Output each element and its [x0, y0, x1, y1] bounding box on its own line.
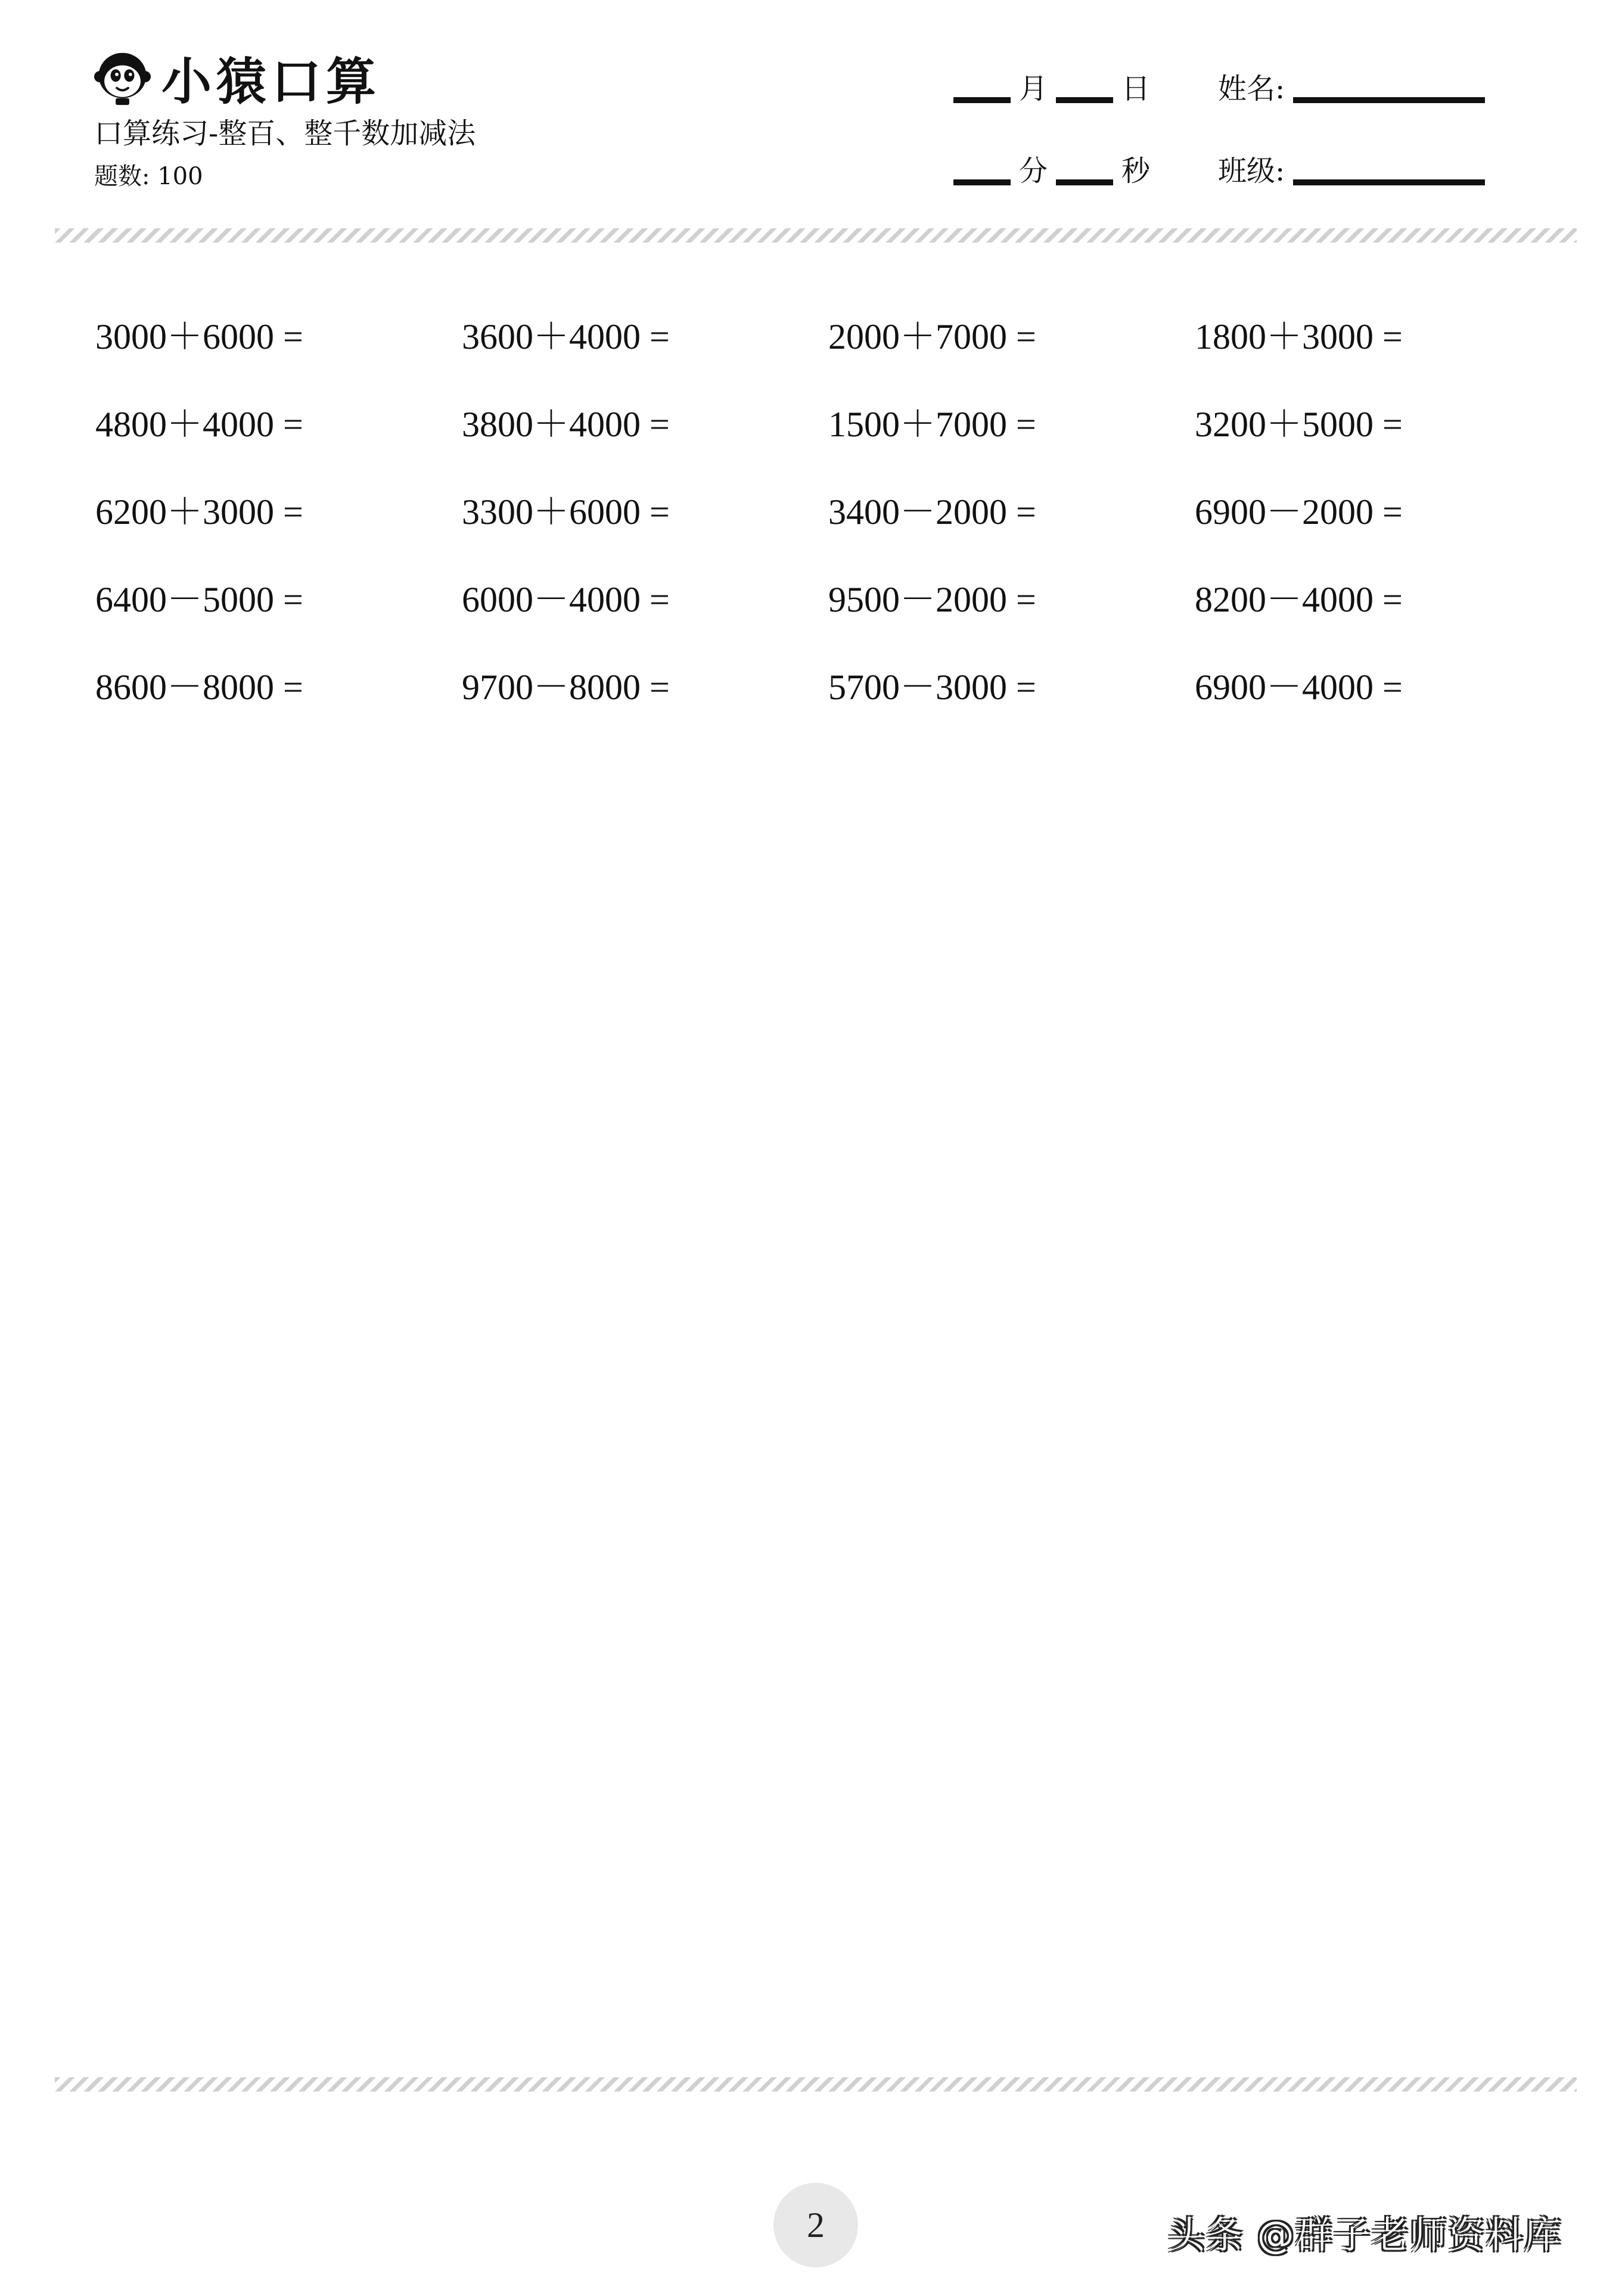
problem-item: 8200－4000 = — [1195, 580, 1403, 619]
problem-item: 4800＋4000 = — [95, 405, 303, 444]
problem-item: 2000＋7000 = — [828, 317, 1036, 356]
problem-item: 6400－5000 = — [95, 580, 303, 619]
problem-item: 1800＋3000 = — [1195, 317, 1403, 356]
problem-item: 6200＋3000 = — [95, 492, 303, 532]
second-label: 秒 — [1121, 154, 1151, 188]
problem-item: 8600－8000 = — [95, 668, 303, 707]
problem-item: 3800＋4000 = — [462, 405, 670, 444]
brand-logo — [94, 42, 381, 114]
top-divider — [55, 228, 1577, 243]
second-blank[interactable] — [1056, 179, 1113, 185]
day-label: 日 — [1121, 72, 1151, 106]
problem-item: 9700－8000 = — [462, 668, 670, 707]
month-blank[interactable] — [953, 97, 1011, 103]
bottom-divider — [55, 2077, 1577, 2092]
minute-blank[interactable] — [953, 179, 1011, 185]
date-name-row — [953, 66, 1485, 107]
problem-item: 3400－2000 = — [828, 492, 1036, 532]
problem-item: 3000＋6000 = — [95, 317, 303, 356]
problem-grid — [95, 310, 1561, 748]
time-class-row — [953, 148, 1485, 189]
name-label: 姓名: — [1218, 72, 1285, 106]
problem-item: 3600＋4000 = — [462, 317, 670, 356]
problem-item: 6900－2000 = — [1195, 492, 1403, 532]
problem-item: 6900－4000 = — [1195, 668, 1403, 707]
problem-item: 3300＋6000 = — [462, 492, 670, 532]
class-label: 班级: — [1218, 154, 1285, 188]
minute-label: 分 — [1019, 154, 1048, 188]
worksheet-title: 口算练习-整百、整千数加减法 — [94, 117, 476, 150]
brand-name: 小猿口算 — [161, 52, 381, 111]
monkey-face-icon — [94, 49, 151, 106]
problem-item: 9500－2000 = — [828, 580, 1036, 619]
watermark: 头条 @群子老师资料库 — [1168, 2213, 1562, 2257]
page-number: 2 — [773, 2183, 858, 2267]
month-label: 月 — [1019, 72, 1048, 106]
problem-item: 3200＋5000 = — [1195, 405, 1403, 444]
name-blank[interactable] — [1293, 97, 1485, 103]
problem-count: 题数: 100 — [94, 163, 203, 190]
problem-item: 1500＋7000 = — [828, 405, 1036, 444]
class-blank[interactable] — [1293, 179, 1485, 185]
day-blank[interactable] — [1056, 97, 1113, 103]
problem-item: 6000－4000 = — [462, 580, 670, 619]
problem-item: 5700－3000 = — [828, 668, 1036, 707]
